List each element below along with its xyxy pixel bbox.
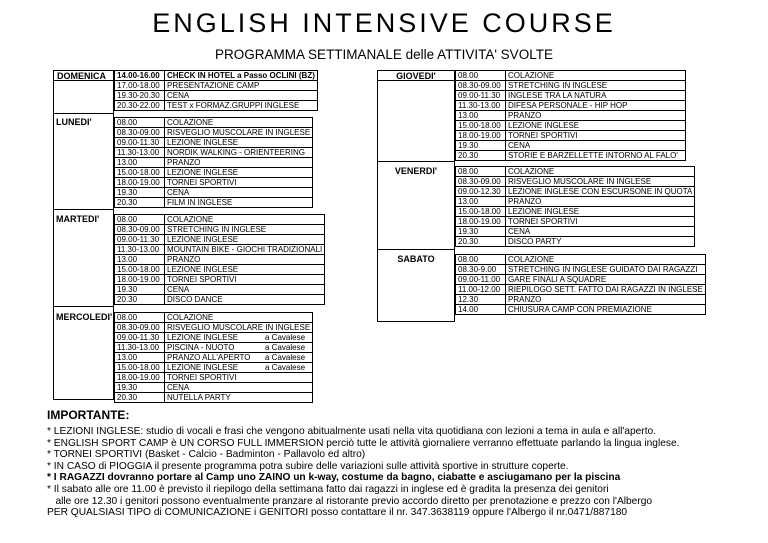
schedule-time: 20.30 (115, 295, 165, 305)
schedule-time: 08.00 (115, 313, 165, 323)
schedule-activity: RIEPILOGO SETT. FATTO DAI RAGAZZI IN INGLESE (506, 285, 706, 295)
schedule-activity: CENA (165, 383, 313, 393)
schedule-activity: COLAZIONE (506, 167, 695, 177)
schedule-row (456, 71, 686, 81)
schedule-time: 19.30 (115, 285, 165, 295)
schedule-time: 20.30 (115, 198, 165, 208)
note-line: * Il sabato alle ore 11.00 è previsto il riepilogo della settimana fatto dai ragazzi in inglese ed è gradita la presenza dei genitori (47, 483, 609, 495)
schedule-row (115, 215, 325, 225)
schedule-row (115, 323, 313, 333)
schedule-row (456, 285, 706, 295)
schedule-row (456, 121, 686, 131)
schedule-activity: CENA (165, 91, 318, 101)
schedule-activity: LEZIONE INGLESE (165, 138, 313, 148)
schedule-time: 08.30-09.00 (115, 323, 165, 333)
schedule-activity: COLAZIONE (165, 215, 325, 225)
schedule-activity: PRANZO (165, 255, 325, 265)
schedule-row (456, 101, 686, 111)
schedule-activity: CHECK IN HOTEL a Passo OCLINI (BZ) (165, 71, 318, 81)
schedule-time: 18.00-19.00 (456, 217, 506, 227)
schedule-activity: LEZIONE INGLESE (506, 121, 686, 131)
schedule-time: 08.00 (456, 255, 506, 265)
schedule-activity: DIFESA PERSONALE - HIP HOP (506, 101, 686, 111)
schedule-activity: RISVEGLIO MUSCOLARE IN INGLESE (506, 177, 695, 187)
schedule-activity: TORNEI SPORTIVI (506, 131, 686, 141)
schedule-time: 08.00 (115, 118, 165, 128)
schedule-row (115, 245, 325, 255)
schedule-time: 11.30-13.00 (115, 148, 165, 158)
schedule-row (456, 237, 695, 247)
activity-name: LEZIONE INGLESE (167, 333, 239, 342)
schedule-row (456, 275, 706, 285)
schedule-row (115, 178, 313, 188)
schedule-activity: PRANZO (506, 197, 695, 207)
schedule-activity: CHIUSURA CAMP CON PREMIAZIONE (506, 305, 706, 315)
schedule-row (115, 138, 313, 148)
schedule-time: 12.30 (456, 295, 506, 305)
day-label-martedi: MARTEDI' (56, 214, 100, 224)
note-line: * ENGLISH SPORT CAMP è UN CORSO FULL IMMERSION perciò tutte le attività giornaliere verranno effettuate parlando la lingua inglese. (47, 437, 680, 449)
schedule-row (115, 91, 318, 101)
schedule-time: 08.30-09.00 (456, 81, 506, 91)
day-label-domenica: DOMENICA (53, 70, 114, 81)
schedule-activity: LEZIONE INGLESE CON ESCURSONE IN QUOTA (506, 187, 695, 197)
schedule-activity: TORNEI SPORTIVI (506, 217, 695, 227)
schedule-activity: STRETCHING IN INGLESE GUIDATO DAI RAGAZZI (506, 265, 706, 275)
schedule-time: 20.30 (456, 151, 506, 161)
schedule-row (456, 81, 686, 91)
day-label-venerdi: VENERDI' (394, 166, 438, 176)
activity-location: a Cavalese (265, 363, 306, 372)
schedule-row (456, 141, 686, 151)
schedule-activity: CENA (165, 285, 325, 295)
schedule-time: 11.30-13.00 (115, 245, 165, 255)
activity-name: LEZIONE INGLESE (167, 363, 239, 372)
schedule-activity: TEST x FORMAZ.GRUPPI INGLESE (165, 101, 318, 111)
note-line: * IN CASO di PIOGGIA il presente programma potra subire delle variazioni sulle attività sportive in strutture coperte. (47, 460, 569, 472)
left-sep-1 (53, 113, 114, 114)
schedule-row (456, 255, 706, 265)
schedule-activity: LEZIONE INGLESE (165, 168, 313, 178)
schedule-activity: STRETCHING IN INGLESE (165, 225, 325, 235)
schedule-activity: LEZIONE INGLESE (165, 235, 325, 245)
activity-name: PISCINA - NUOTO (167, 343, 235, 352)
schedule-activity: PRANZO (165, 158, 313, 168)
left-label-border-bottom (53, 399, 114, 400)
important-notes (47, 426, 762, 519)
schedule-activity: PRESENTAZIONE CAMP (165, 81, 318, 91)
schedule-activity: COLAZIONE (506, 71, 686, 81)
schedule-activity: FILM IN INGLESE (165, 198, 313, 208)
schedule-row (115, 148, 313, 158)
schedule-time: 15.00-18.00 (456, 207, 506, 217)
schedule-row (115, 383, 313, 393)
schedule-time: 08.00 (456, 167, 506, 177)
schedule-row (115, 198, 313, 208)
schedule-time: 13.00 (115, 353, 165, 363)
schedule-time: 08.30-09.00 (115, 128, 165, 138)
schedule-row (456, 295, 706, 305)
schedule-row (115, 118, 313, 128)
note-line: alle ore 12.30 i genitori possono eventualmente pranzare al ristorante previo accordo diretto per prenotazione e prezzo con l'Albergo (47, 495, 653, 507)
schedule-row (115, 158, 313, 168)
schedule-row (115, 295, 325, 305)
schedule-time: 20.30-22.00 (115, 101, 165, 111)
schedule-time: 11.30-13.00 (115, 343, 165, 353)
schedule-activity: NUTELLA PARTY (165, 393, 313, 403)
day-label-lunedi: LUNEDI' (56, 117, 92, 127)
schedule-activity (165, 343, 313, 353)
schedule-row (456, 187, 695, 197)
note-line: * I RAGAZZI dovranno portare al Camp uno ZAINO un k-way, costume da bagno, ciabatte e asciugamano per la piscina (47, 472, 621, 484)
schedule-activity (165, 353, 313, 363)
schedule-row (456, 227, 695, 237)
right-label-border-right (454, 70, 455, 322)
left-label-border-right (113, 70, 114, 400)
note-line: * TORNEI SPORTIVI (Basket - Calcio - Badminton - Pallavolo ed altro) (47, 449, 366, 461)
schedule-activity (165, 333, 313, 343)
schedule-time: 15.00-18.00 (115, 363, 165, 373)
schedule-row (115, 101, 318, 111)
schedule-row (456, 91, 686, 101)
schedule-activity: DISCO DANCE (165, 295, 325, 305)
schedule-row (456, 207, 695, 217)
schedule-row (456, 151, 686, 161)
schedule-time: 19.30 (115, 188, 165, 198)
schedule-activity: TORNEI SPORTIVI (165, 178, 313, 188)
schedule-time: 18.00-19.00 (115, 178, 165, 188)
schedule-activity: CENA (506, 141, 686, 151)
schedule-activity: PRANZO (506, 111, 686, 121)
schedule-time: 09.00-11.30 (115, 235, 165, 245)
page-subtitle: PROGRAMMA SETTIMANALE delle ATTIVITA' SVOLTE (215, 47, 553, 62)
activity-name: PRANZO ALL'APERTO (167, 353, 251, 362)
schedule-time: 09.00-11.30 (115, 333, 165, 343)
schedule-table-giovedi (455, 70, 686, 161)
schedule-time: 08.00 (115, 215, 165, 225)
schedule-row (115, 168, 313, 178)
schedule-time: 09.00-11.30 (456, 91, 506, 101)
schedule-table-domenica (114, 70, 318, 111)
schedule-row (115, 333, 313, 343)
schedule-time: 09.00-11.30 (115, 138, 165, 148)
activity-location: a Cavalese (265, 333, 306, 342)
right-sep-2 (377, 249, 455, 250)
schedule-time: 13.00 (115, 158, 165, 168)
schedule-time: 13.00 (456, 111, 506, 121)
schedule-table-martedi (114, 214, 325, 305)
schedule-activity: NORDIK WALKING - ORIENTEERING (165, 148, 313, 158)
schedule-time: 18.00-19.00 (456, 131, 506, 141)
schedule-row (456, 111, 686, 121)
schedule-row (115, 275, 325, 285)
schedule-time: 11.00-12.00 (456, 285, 506, 295)
schedule-time: 14.00-16.00 (115, 71, 165, 81)
schedule-activity: CENA (506, 227, 695, 237)
schedule-row (115, 353, 313, 363)
schedule-activity: LEZIONE INGLESE (506, 207, 695, 217)
schedule-activity: RISVEGLIO MUSCOLARE IN INGLESE (165, 128, 313, 138)
schedule-row (456, 177, 695, 187)
schedule-activity: TORNEI SPORTIVI (165, 275, 325, 285)
schedule-activity: INGLESE TRA LA NATURA (506, 91, 686, 101)
schedule-table-lunedi (114, 117, 313, 208)
schedule-table-sabato (455, 254, 706, 315)
important-heading: IMPORTANTE: (47, 408, 130, 422)
schedule-time: 20.30 (115, 393, 165, 403)
schedule-time: 19.30 (456, 227, 506, 237)
schedule-activity: RISVEGLIO MUSCOLARE IN INGLESE (165, 323, 313, 333)
activity-location: a Cavalese (265, 353, 306, 362)
left-label-border-left (53, 70, 54, 400)
schedule-row (456, 265, 706, 275)
schedule-row (115, 128, 313, 138)
schedule-row (456, 131, 686, 141)
schedule-time: 17.00-18.00 (115, 81, 165, 91)
schedule-row (115, 81, 318, 91)
schedule-row (115, 343, 313, 353)
schedule-activity: LEZIONE INGLESE (165, 265, 325, 275)
right-sep-1 (377, 161, 455, 162)
page-title: ENGLISH INTENSIVE COURSE (152, 8, 616, 38)
schedule-table-venerdi (455, 166, 695, 247)
schedule-time: 08.30-9.00 (456, 265, 506, 275)
schedule-row (115, 393, 313, 403)
schedule-row (115, 363, 313, 373)
schedule-time: 19.30 (115, 383, 165, 393)
schedule-row (456, 197, 695, 207)
schedule-row (115, 71, 318, 81)
schedule-time: 19.30 (456, 141, 506, 151)
schedule-activity: COLAZIONE (506, 255, 706, 265)
schedule-time: 14.00 (456, 305, 506, 315)
schedule-activity: PRANZO (506, 295, 706, 305)
schedule-time: 11.30-13.00 (456, 101, 506, 111)
right-label-border-bottom (377, 321, 455, 322)
schedule-row (115, 235, 325, 245)
schedule-time: 15.00-18.00 (115, 265, 165, 275)
schedule-row (115, 313, 313, 323)
day-label-sabato: SABATO (397, 254, 435, 264)
schedule-table-mercoledi (114, 312, 313, 403)
schedule-activity: COLAZIONE (165, 118, 313, 128)
schedule-time: 09.00-11.00 (456, 275, 506, 285)
note-line: PER QUALSIASI TIPO di COMUNICAZIONE i GENITORI posso contattare il nr. 347.3638119 oppure l'Albergo il nr.0471/887180 (47, 507, 628, 519)
schedule-activity (165, 363, 313, 373)
schedule-time: 15.00-18.00 (115, 168, 165, 178)
schedule-time: 18.00-19.00 (115, 275, 165, 285)
schedule-activity: MOUNTAIN BIKE - GIOCHI TRADIZIONALI (165, 245, 325, 255)
schedule-time: 18.00-19.00 (115, 373, 165, 383)
schedule-time: 08.30-09.00 (115, 225, 165, 235)
schedule-activity: COLAZIONE (165, 313, 313, 323)
schedule-row (115, 373, 313, 383)
schedule-activity: STORIE E BARZELLETTE INTORNO AL FALO' (506, 151, 686, 161)
schedule-time: 13.00 (456, 197, 506, 207)
schedule-row (456, 305, 706, 315)
schedule-activity: STRETCHING IN INGLESE (506, 81, 686, 91)
left-sep-2 (53, 209, 114, 210)
day-label-mercoledi: MERCOLEDI' (56, 312, 113, 322)
schedule-time: 08.30-09.00 (456, 177, 506, 187)
schedule-row (456, 167, 695, 177)
right-label-border-left (377, 70, 378, 322)
schedule-row (115, 265, 325, 275)
schedule-activity: CENA (165, 188, 313, 198)
schedule-time: 19.30-20.30 (115, 91, 165, 101)
activity-location: a Cavalese (265, 343, 306, 352)
schedule-time: 15.00-18.00 (456, 121, 506, 131)
schedule-activity: TORNEI SPORTIVI (165, 373, 313, 383)
schedule-row (115, 188, 313, 198)
day-label-giovedi: GIOVEDI' (377, 70, 455, 81)
schedule-time: 13.00 (115, 255, 165, 265)
note-line: * LEZIONI INGLESE: studio di vocali e frasi che vengono abitualmente usati nella vita quotidiana con lezioni a tema in aula e all'aperto. (47, 426, 657, 437)
schedule-time: 08.00 (456, 71, 506, 81)
schedule-row (115, 225, 325, 235)
schedule-row (115, 255, 325, 265)
left-sep-3 (53, 306, 114, 307)
schedule-time: 20.30 (456, 237, 506, 247)
schedule-time: 09.00-12.30 (456, 187, 506, 197)
schedule-row (115, 285, 325, 295)
schedule-row (456, 217, 695, 227)
schedule-activity: DISCO PARTY (506, 237, 695, 247)
schedule-activity: GARE FINALI A SQUADRE (506, 275, 706, 285)
